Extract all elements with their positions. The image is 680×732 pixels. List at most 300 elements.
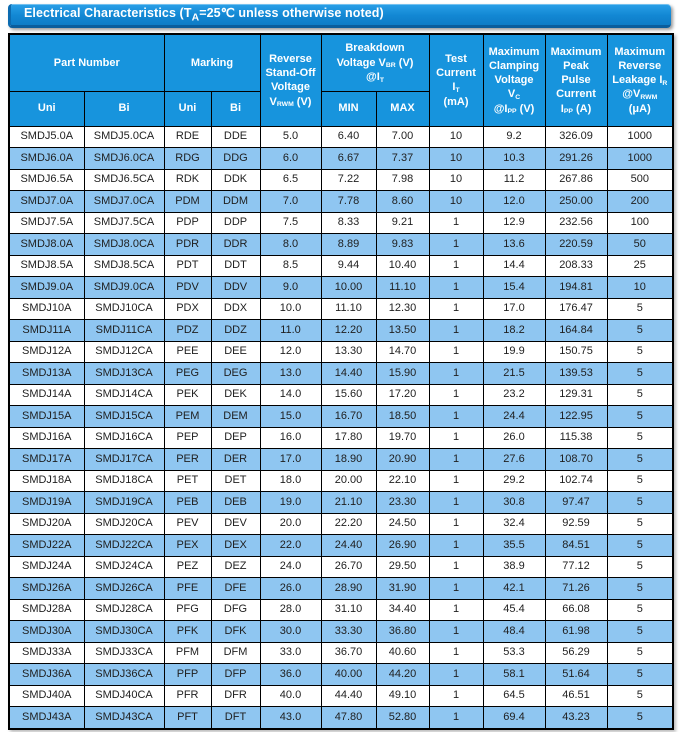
table-row — [9, 169, 673, 191]
table-row — [9, 685, 673, 707]
cell-vc: 64.5 — [483, 685, 545, 707]
cell-vbr-min: 6.40 — [321, 126, 376, 148]
cell-part-uni: SMDJ26A — [9, 578, 84, 600]
cell-part-bi: SMDJ11CA — [84, 320, 164, 342]
cell-mark-uni: PFR — [164, 685, 211, 707]
cell-vbr-max: 10.40 — [376, 255, 429, 277]
cell-part-bi: SMDJ9.0CA — [84, 277, 164, 299]
cell-part-bi: SMDJ43CA — [84, 707, 164, 730]
cell-mark-bi: DFR — [211, 685, 260, 707]
col-header-max-clamping-voltage: Maximum Clamping Voltage $V_C$ $@I_{PP}$ (V) — [483, 34, 545, 126]
cell-vrwm: 6.0 — [260, 148, 321, 170]
cell-mark-bi: DDZ — [211, 320, 260, 342]
col-header-reverse-standoff-voltage: Reverse Stand-Off Voltage $V_{RWM}$ (V) — [260, 34, 321, 126]
cell-ir: 500 — [607, 169, 673, 191]
cell-vc: 21.5 — [483, 363, 545, 385]
cell-mark-uni: PEX — [164, 535, 211, 557]
cell-part-bi: SMDJ40CA — [84, 685, 164, 707]
cell-vbr-min: 21.10 — [321, 492, 376, 514]
table-row — [9, 384, 673, 406]
electrical-characteristics-table — [8, 33, 674, 730]
cell-vc: 17.0 — [483, 298, 545, 320]
cell-part-bi: SMDJ36CA — [84, 664, 164, 686]
cell-ipp: 129.31 — [545, 384, 607, 406]
cell-vc: 32.4 — [483, 513, 545, 535]
cell-part-bi: SMDJ8.0CA — [84, 234, 164, 256]
col-header-max-reverse-leakage: Maximum Reverse Leakage $I_R$ $@V_{RWM}$ (μA) — [607, 34, 673, 126]
cell-vc: 13.6 — [483, 234, 545, 256]
cell-ir: 1000 — [607, 126, 673, 148]
cell-vc: 38.9 — [483, 556, 545, 578]
cell-vrwm: 40.0 — [260, 685, 321, 707]
cell-vbr-min: 44.40 — [321, 685, 376, 707]
cell-ir: 5 — [607, 449, 673, 471]
cell-ir: 5 — [607, 664, 673, 686]
cell-it: 10 — [429, 191, 483, 213]
col-subheader-part-uni: Uni — [9, 91, 84, 126]
cell-ipp: 150.75 — [545, 341, 607, 363]
cell-mark-bi: DEZ — [211, 556, 260, 578]
table-row — [9, 664, 673, 686]
cell-mark-bi: DEE — [211, 341, 260, 363]
cell-part-uni: SMDJ8.0A — [9, 234, 84, 256]
cell-part-bi: SMDJ20CA — [84, 513, 164, 535]
cell-it: 1 — [429, 492, 483, 514]
cell-vbr-max: 29.50 — [376, 556, 429, 578]
cell-vc: 27.6 — [483, 449, 545, 471]
cell-vc: 29.2 — [483, 470, 545, 492]
col-header-marking: Marking — [164, 34, 260, 91]
cell-vbr-min: 7.78 — [321, 191, 376, 213]
cell-it: 1 — [429, 212, 483, 234]
cell-ipp: 84.51 — [545, 535, 607, 557]
table-row — [9, 234, 673, 256]
cell-part-uni: SMDJ6.5A — [9, 169, 84, 191]
cell-vbr-min: 6.67 — [321, 148, 376, 170]
cell-part-uni: SMDJ19A — [9, 492, 84, 514]
cell-vrwm: 8.0 — [260, 234, 321, 256]
cell-mark-uni: PEK — [164, 384, 211, 406]
cell-ipp: 194.81 — [545, 277, 607, 299]
table-row — [9, 599, 673, 621]
cell-mark-bi: DER — [211, 449, 260, 471]
cell-mark-bi: DDK — [211, 169, 260, 191]
cell-ir: 5 — [607, 556, 673, 578]
cell-ir: 5 — [607, 363, 673, 385]
cell-ir: 5 — [607, 535, 673, 557]
cell-mark-bi: DDE — [211, 126, 260, 148]
cell-vbr-max: 24.50 — [376, 513, 429, 535]
cell-ipp: 56.29 — [545, 642, 607, 664]
table-row — [9, 406, 673, 428]
cell-mark-uni: PEE — [164, 341, 211, 363]
cell-ir: 5 — [607, 492, 673, 514]
section-title: Electrical Characteristics ($T_A=25℃$ unless otherwise noted) — [24, 6, 384, 24]
cell-part-uni: SMDJ14A — [9, 384, 84, 406]
cell-it: 1 — [429, 277, 483, 299]
cell-vbr-min: 24.40 — [321, 535, 376, 557]
table-row — [9, 363, 673, 385]
cell-part-uni: SMDJ8.5A — [9, 255, 84, 277]
cell-mark-uni: PFP — [164, 664, 211, 686]
cell-mark-bi: DDX — [211, 298, 260, 320]
cell-mark-bi: DEB — [211, 492, 260, 514]
col-subheader-vbr-max: MAX — [376, 91, 429, 126]
cell-vc: 45.4 — [483, 599, 545, 621]
cell-vrwm: 12.0 — [260, 341, 321, 363]
cell-ipp: 208.33 — [545, 255, 607, 277]
cell-ipp: 102.74 — [545, 470, 607, 492]
cell-ipp: 164.84 — [545, 320, 607, 342]
cell-part-uni: SMDJ13A — [9, 363, 84, 385]
cell-vrwm: 7.5 — [260, 212, 321, 234]
cell-part-uni: SMDJ20A — [9, 513, 84, 535]
cell-vrwm: 17.0 — [260, 449, 321, 471]
cell-it: 1 — [429, 685, 483, 707]
cell-vbr-min: 28.90 — [321, 578, 376, 600]
cell-it: 1 — [429, 320, 483, 342]
table-row — [9, 556, 673, 578]
cell-ir: 5 — [607, 427, 673, 449]
cell-mark-uni: PET — [164, 470, 211, 492]
cell-mark-uni: PEG — [164, 363, 211, 385]
cell-vbr-max: 17.20 — [376, 384, 429, 406]
cell-mark-uni: PEB — [164, 492, 211, 514]
cell-vc: 10.3 — [483, 148, 545, 170]
cell-vbr-min: 8.33 — [321, 212, 376, 234]
cell-ipp: 267.86 — [545, 169, 607, 191]
cell-vbr-max: 49.10 — [376, 685, 429, 707]
cell-part-uni: SMDJ17A — [9, 449, 84, 471]
cell-vbr-max: 12.30 — [376, 298, 429, 320]
cell-part-uni: SMDJ11A — [9, 320, 84, 342]
cell-vc: 19.9 — [483, 341, 545, 363]
cell-mark-uni: PFK — [164, 621, 211, 643]
cell-part-bi: SMDJ5.0CA — [84, 126, 164, 148]
cell-vbr-min: 16.70 — [321, 406, 376, 428]
cell-part-bi: SMDJ7.0CA — [84, 191, 164, 213]
cell-mark-uni: PDP — [164, 212, 211, 234]
cell-part-bi: SMDJ28CA — [84, 599, 164, 621]
cell-part-bi: SMDJ30CA — [84, 621, 164, 643]
cell-vbr-max: 7.98 — [376, 169, 429, 191]
col-subheader-part-bi: Bi — [84, 91, 164, 126]
cell-vc: 69.4 — [483, 707, 545, 730]
cell-ir: 5 — [607, 470, 673, 492]
cell-vbr-min: 26.70 — [321, 556, 376, 578]
table-row — [9, 212, 673, 234]
cell-vbr-max: 36.80 — [376, 621, 429, 643]
cell-part-bi: SMDJ33CA — [84, 642, 164, 664]
cell-ir: 5 — [607, 578, 673, 600]
cell-ir: 5 — [607, 621, 673, 643]
cell-part-uni: SMDJ40A — [9, 685, 84, 707]
cell-vc: 35.5 — [483, 535, 545, 557]
cell-part-uni: SMDJ7.0A — [9, 191, 84, 213]
cell-vrwm: 10.0 — [260, 298, 321, 320]
cell-it: 1 — [429, 556, 483, 578]
cell-part-uni: SMDJ6.0A — [9, 148, 84, 170]
cell-part-uni: SMDJ33A — [9, 642, 84, 664]
cell-vbr-max: 20.90 — [376, 449, 429, 471]
cell-ipp: 77.12 — [545, 556, 607, 578]
cell-ir: 5 — [607, 513, 673, 535]
cell-vc: 26.0 — [483, 427, 545, 449]
cell-vrwm: 5.0 — [260, 126, 321, 148]
cell-vrwm: 36.0 — [260, 664, 321, 686]
section-title-bar — [8, 4, 671, 28]
cell-vrwm: 30.0 — [260, 621, 321, 643]
cell-vbr-min: 13.30 — [321, 341, 376, 363]
cell-mark-uni: PEM — [164, 406, 211, 428]
cell-mark-uni: PDT — [164, 255, 211, 277]
cell-vc: 15.4 — [483, 277, 545, 299]
cell-ipp: 61.98 — [545, 621, 607, 643]
table-row — [9, 277, 673, 299]
cell-mark-bi: DEX — [211, 535, 260, 557]
cell-vbr-max: 23.30 — [376, 492, 429, 514]
cell-mark-uni: PFE — [164, 578, 211, 600]
cell-vc: 23.2 — [483, 384, 545, 406]
cell-vrwm: 28.0 — [260, 599, 321, 621]
cell-part-uni: SMDJ30A — [9, 621, 84, 643]
cell-vbr-max: 8.60 — [376, 191, 429, 213]
cell-part-bi: SMDJ24CA — [84, 556, 164, 578]
cell-vbr-min: 17.80 — [321, 427, 376, 449]
table-row — [9, 578, 673, 600]
cell-mark-bi: DDR — [211, 234, 260, 256]
cell-vbr-min: 20.00 — [321, 470, 376, 492]
table-row — [9, 191, 673, 213]
cell-vrwm: 18.0 — [260, 470, 321, 492]
cell-part-bi: SMDJ22CA — [84, 535, 164, 557]
cell-vbr-min: 33.30 — [321, 621, 376, 643]
cell-ipp: 97.47 — [545, 492, 607, 514]
table-row — [9, 513, 673, 535]
cell-vrwm: 22.0 — [260, 535, 321, 557]
cell-vbr-max: 34.40 — [376, 599, 429, 621]
cell-mark-bi: DDG — [211, 148, 260, 170]
cell-part-bi: SMDJ13CA — [84, 363, 164, 385]
cell-vbr-min: 12.20 — [321, 320, 376, 342]
cell-vrwm: 24.0 — [260, 556, 321, 578]
cell-mark-bi: DDM — [211, 191, 260, 213]
cell-vbr-max: 7.37 — [376, 148, 429, 170]
cell-mark-bi: DFT — [211, 707, 260, 730]
cell-it: 1 — [429, 664, 483, 686]
table-row — [9, 535, 673, 557]
cell-mark-bi: DDT — [211, 255, 260, 277]
cell-vrwm: 13.0 — [260, 363, 321, 385]
cell-vrwm: 8.5 — [260, 255, 321, 277]
cell-vc: 24.4 — [483, 406, 545, 428]
cell-vbr-min: 31.10 — [321, 599, 376, 621]
table-row — [9, 255, 673, 277]
col-subheader-vbr-min: MIN — [321, 91, 376, 126]
cell-mark-uni: PDM — [164, 191, 211, 213]
cell-vbr-max: 44.20 — [376, 664, 429, 686]
cell-part-bi: SMDJ15CA — [84, 406, 164, 428]
cell-part-uni: SMDJ15A — [9, 406, 84, 428]
cell-it: 10 — [429, 169, 483, 191]
cell-vbr-min: 10.00 — [321, 277, 376, 299]
cell-mark-bi: DET — [211, 470, 260, 492]
cell-part-uni: SMDJ10A — [9, 298, 84, 320]
cell-ipp: 115.38 — [545, 427, 607, 449]
cell-mark-uni: PEZ — [164, 556, 211, 578]
cell-mark-uni: PFT — [164, 707, 211, 730]
cell-vbr-max: 9.21 — [376, 212, 429, 234]
cell-it: 1 — [429, 599, 483, 621]
cell-vrwm: 7.0 — [260, 191, 321, 213]
cell-vc: 48.4 — [483, 621, 545, 643]
cell-vc: 11.2 — [483, 169, 545, 191]
cell-part-bi: SMDJ14CA — [84, 384, 164, 406]
cell-part-bi: SMDJ19CA — [84, 492, 164, 514]
cell-ipp: 139.53 — [545, 363, 607, 385]
cell-it: 1 — [429, 621, 483, 643]
cell-mark-uni: RDG — [164, 148, 211, 170]
cell-ir: 5 — [607, 599, 673, 621]
table-row — [9, 126, 673, 148]
cell-part-uni: SMDJ18A — [9, 470, 84, 492]
cell-mark-uni: PEV — [164, 513, 211, 535]
cell-mark-bi: DEG — [211, 363, 260, 385]
cell-it: 10 — [429, 126, 483, 148]
cell-mark-bi: DFG — [211, 599, 260, 621]
cell-ipp: 220.59 — [545, 234, 607, 256]
table-row — [9, 621, 673, 643]
cell-part-uni: SMDJ22A — [9, 535, 84, 557]
col-header-max-peak-pulse-current: Maximum Peak Pulse Current $I_{PP}$ (A) — [545, 34, 607, 126]
cell-ir: 5 — [607, 341, 673, 363]
cell-vbr-min: 40.00 — [321, 664, 376, 686]
cell-part-uni: SMDJ12A — [9, 341, 84, 363]
cell-mark-bi: DFE — [211, 578, 260, 600]
cell-vrwm: 26.0 — [260, 578, 321, 600]
cell-it: 1 — [429, 578, 483, 600]
cell-ipp: 51.64 — [545, 664, 607, 686]
cell-vrwm: 9.0 — [260, 277, 321, 299]
cell-it: 1 — [429, 470, 483, 492]
cell-mark-bi: DDP — [211, 212, 260, 234]
table-row — [9, 449, 673, 471]
cell-ir: 25 — [607, 255, 673, 277]
cell-mark-bi: DFK — [211, 621, 260, 643]
cell-vbr-max: 13.50 — [376, 320, 429, 342]
cell-part-bi: SMDJ12CA — [84, 341, 164, 363]
cell-part-bi: SMDJ18CA — [84, 470, 164, 492]
cell-mark-bi: DFM — [211, 642, 260, 664]
cell-vbr-max: 14.70 — [376, 341, 429, 363]
cell-vbr-min: 7.22 — [321, 169, 376, 191]
table-row — [9, 427, 673, 449]
cell-vc: 12.0 — [483, 191, 545, 213]
cell-part-uni: SMDJ16A — [9, 427, 84, 449]
cell-part-bi: SMDJ6.0CA — [84, 148, 164, 170]
cell-vrwm: 20.0 — [260, 513, 321, 535]
col-subheader-mark-uni: Uni — [164, 91, 211, 126]
cell-mark-bi: DDV — [211, 277, 260, 299]
cell-mark-uni: PFG — [164, 599, 211, 621]
cell-vc: 58.1 — [483, 664, 545, 686]
cell-it: 1 — [429, 707, 483, 730]
cell-mark-uni: PDV — [164, 277, 211, 299]
cell-ipp: 66.08 — [545, 599, 607, 621]
cell-mark-bi: DEM — [211, 406, 260, 428]
cell-it: 1 — [429, 363, 483, 385]
cell-mark-uni: PDX — [164, 298, 211, 320]
cell-vbr-max: 40.60 — [376, 642, 429, 664]
cell-ir: 5 — [607, 707, 673, 730]
cell-mark-bi: DEV — [211, 513, 260, 535]
cell-ipp: 92.59 — [545, 513, 607, 535]
cell-part-bi: SMDJ10CA — [84, 298, 164, 320]
cell-ir: 5 — [607, 406, 673, 428]
cell-ipp: 43.23 — [545, 707, 607, 730]
cell-part-uni: SMDJ7.5A — [9, 212, 84, 234]
cell-vrwm: 15.0 — [260, 406, 321, 428]
cell-vbr-max: 52.80 — [376, 707, 429, 730]
cell-part-bi: SMDJ7.5CA — [84, 212, 164, 234]
cell-part-uni: SMDJ28A — [9, 599, 84, 621]
table-row — [9, 298, 673, 320]
table-row — [9, 492, 673, 514]
cell-part-bi: SMDJ6.5CA — [84, 169, 164, 191]
cell-ir: 5 — [607, 298, 673, 320]
cell-vbr-min: 18.90 — [321, 449, 376, 471]
table-row — [9, 470, 673, 492]
cell-vbr-min: 47.80 — [321, 707, 376, 730]
cell-vbr-max: 11.10 — [376, 277, 429, 299]
cell-it: 1 — [429, 642, 483, 664]
cell-part-uni: SMDJ43A — [9, 707, 84, 730]
cell-mark-uni: PDZ — [164, 320, 211, 342]
cell-vbr-min: 36.70 — [321, 642, 376, 664]
cell-it: 1 — [429, 427, 483, 449]
cell-vrwm: 33.0 — [260, 642, 321, 664]
cell-mark-bi: DEP — [211, 427, 260, 449]
cell-it: 1 — [429, 341, 483, 363]
cell-part-bi: SMDJ17CA — [84, 449, 164, 471]
cell-vbr-min: 14.40 — [321, 363, 376, 385]
cell-part-bi: SMDJ26CA — [84, 578, 164, 600]
col-header-part-number: Part Number — [9, 34, 164, 91]
cell-vbr-min: 9.44 — [321, 255, 376, 277]
cell-ipp: 232.56 — [545, 212, 607, 234]
cell-vbr-max: 31.90 — [376, 578, 429, 600]
cell-vbr-max: 15.90 — [376, 363, 429, 385]
cell-vbr-max: 18.50 — [376, 406, 429, 428]
cell-part-bi: SMDJ16CA — [84, 427, 164, 449]
cell-vc: 14.4 — [483, 255, 545, 277]
cell-it: 1 — [429, 384, 483, 406]
table-row — [9, 341, 673, 363]
cell-ipp: 71.26 — [545, 578, 607, 600]
cell-vrwm: 43.0 — [260, 707, 321, 730]
cell-ipp: 176.47 — [545, 298, 607, 320]
col-header-test-current: Test Current $I_T$ (mA) — [429, 34, 483, 126]
cell-vbr-max: 22.10 — [376, 470, 429, 492]
cell-mark-uni: RDE — [164, 126, 211, 148]
cell-vbr-max: 7.00 — [376, 126, 429, 148]
cell-part-bi: SMDJ8.5CA — [84, 255, 164, 277]
cell-ipp: 250.00 — [545, 191, 607, 213]
table-row — [9, 148, 673, 170]
cell-ir: 5 — [607, 642, 673, 664]
table-body — [9, 126, 673, 729]
cell-vrwm: 6.5 — [260, 169, 321, 191]
